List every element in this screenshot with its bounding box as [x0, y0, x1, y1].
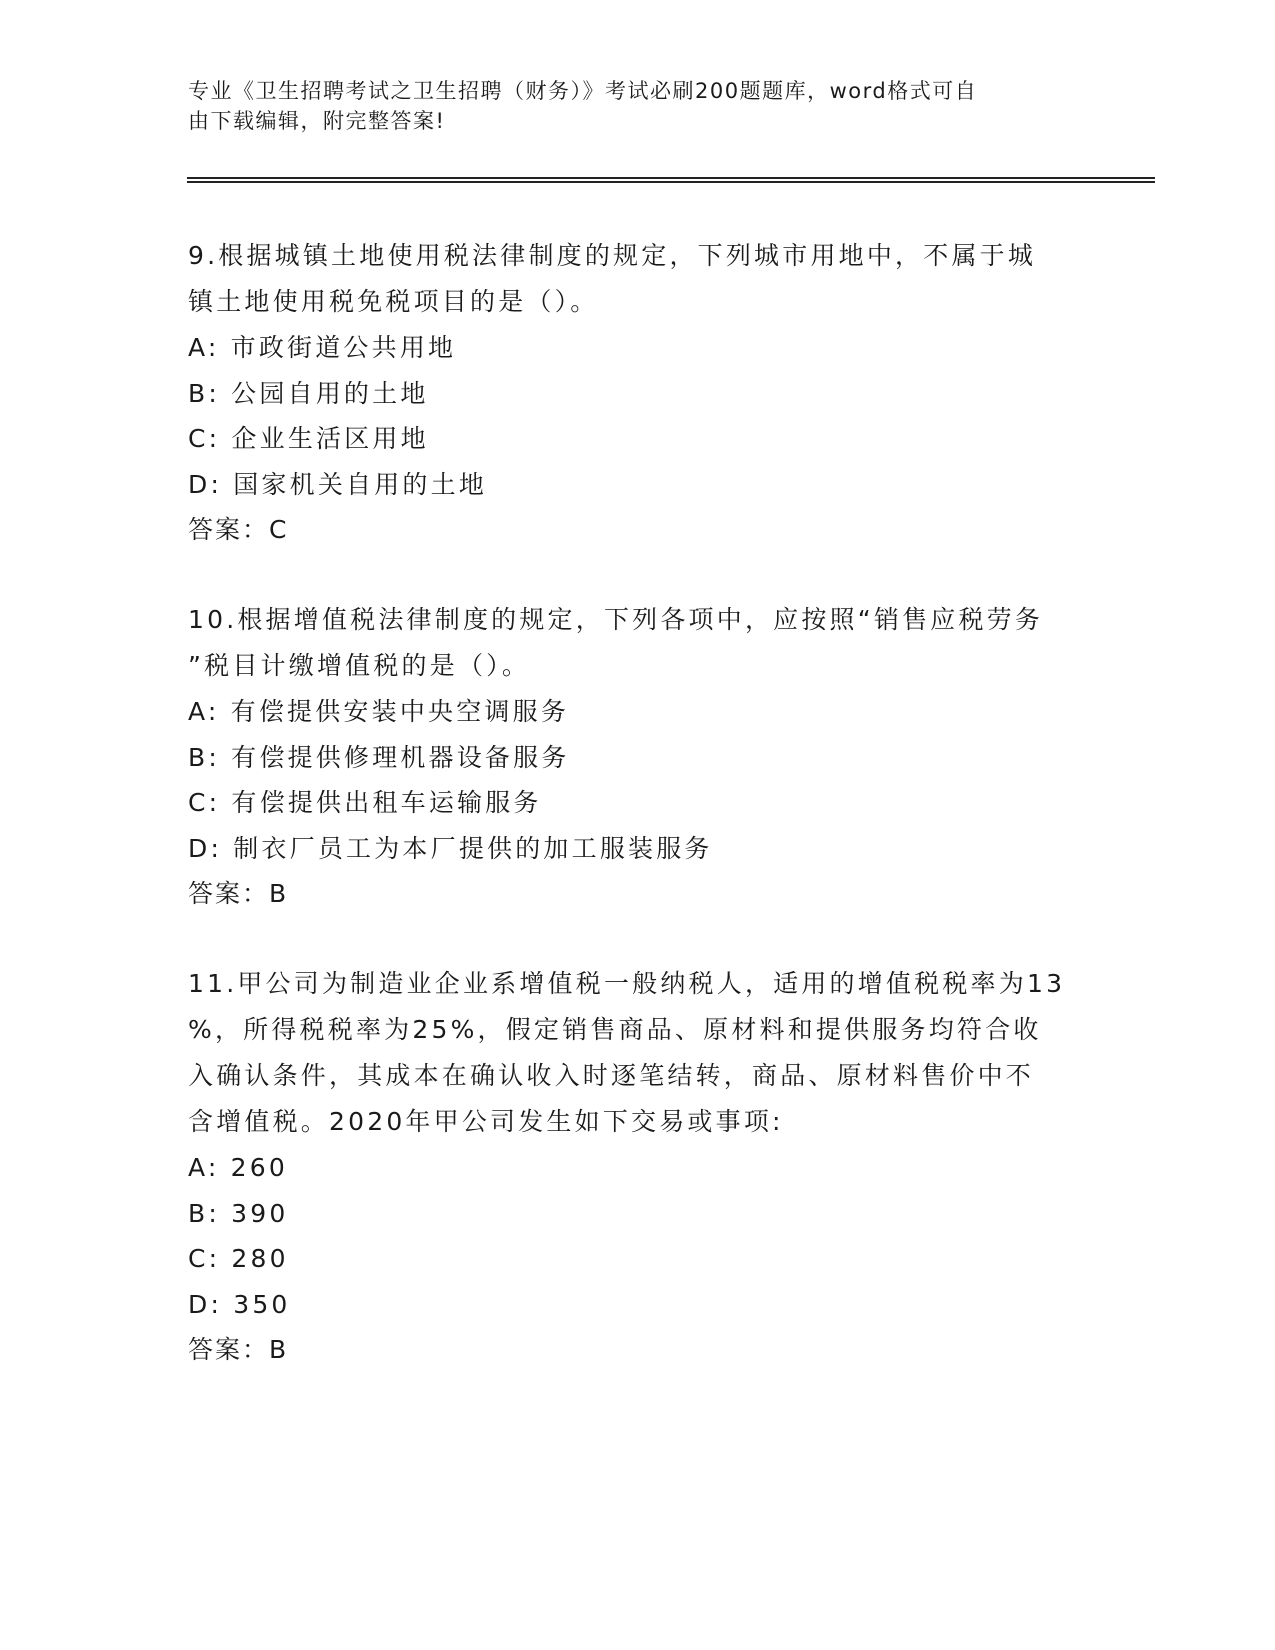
- option-a: A: 260: [188, 1153, 288, 1182]
- question-stem-line: 10.根据增值税法律制度的规定，下列各项中，应按照“销售应税劳务: [188, 605, 1044, 634]
- question-stem-line: %，所得税税率为25%，假定销售商品、原材料和提供服务均符合收: [188, 1015, 1042, 1044]
- question-stem-line: 入确认条件，其成本在确认收入时逐笔结转，商品、原材料售价中不: [188, 1061, 1035, 1090]
- option-a: A: 有偿提供安装中央空调服务: [188, 697, 570, 726]
- header-divider-top: [187, 177, 1155, 179]
- header-divider-bottom: [187, 181, 1155, 183]
- question-stem-line: 含增值税。2020年甲公司发生如下交易或事项:: [188, 1107, 784, 1136]
- question-stem-line: 9.根据城镇土地使用税法律制度的规定，下列城市用地中，不属于城: [188, 241, 1037, 270]
- header-line-1: 专业《卫生招聘考试之卫生招聘（财务）》考试必刷200题题库，word格式可自: [188, 79, 978, 103]
- option-c: C: 有偿提供出租车运输服务: [188, 788, 542, 817]
- option-d: D: 350: [188, 1289, 291, 1319]
- question-10: [188, 597, 1088, 917]
- option-b: B: 390: [188, 1198, 289, 1228]
- option-a: A: 市政街道公共用地: [188, 333, 457, 362]
- option-c: C: 企业生活区用地: [188, 424, 429, 453]
- answer-label: 答案：C: [188, 515, 289, 544]
- option-d: D: 国家机关自用的土地: [188, 469, 488, 499]
- question-stem-line: 11.甲公司为制造业企业系增值税一般纳税人，适用的增值税税率为13: [188, 969, 1066, 998]
- option-c: C: 280: [188, 1244, 289, 1273]
- header-line-2: 由下载编辑，附完整答案!: [188, 109, 446, 133]
- option-d: D: 制衣厂员工为本厂提供的加工服装服务: [188, 833, 713, 863]
- question-11: [188, 961, 1088, 1373]
- question-9: [188, 233, 1088, 553]
- question-stem-line: 镇土地使用税免税项目的是（）。: [188, 287, 599, 316]
- document-header: [188, 76, 1068, 136]
- question-stem-line: ”税目计缴增值税的是（）。: [188, 651, 531, 680]
- question-list: [188, 233, 1088, 1417]
- answer-label: 答案：B: [188, 879, 289, 908]
- option-b: B: 公园自用的土地: [188, 378, 429, 408]
- answer-label: 答案：B: [188, 1335, 289, 1364]
- option-b: B: 有偿提供修理机器设备服务: [188, 742, 570, 772]
